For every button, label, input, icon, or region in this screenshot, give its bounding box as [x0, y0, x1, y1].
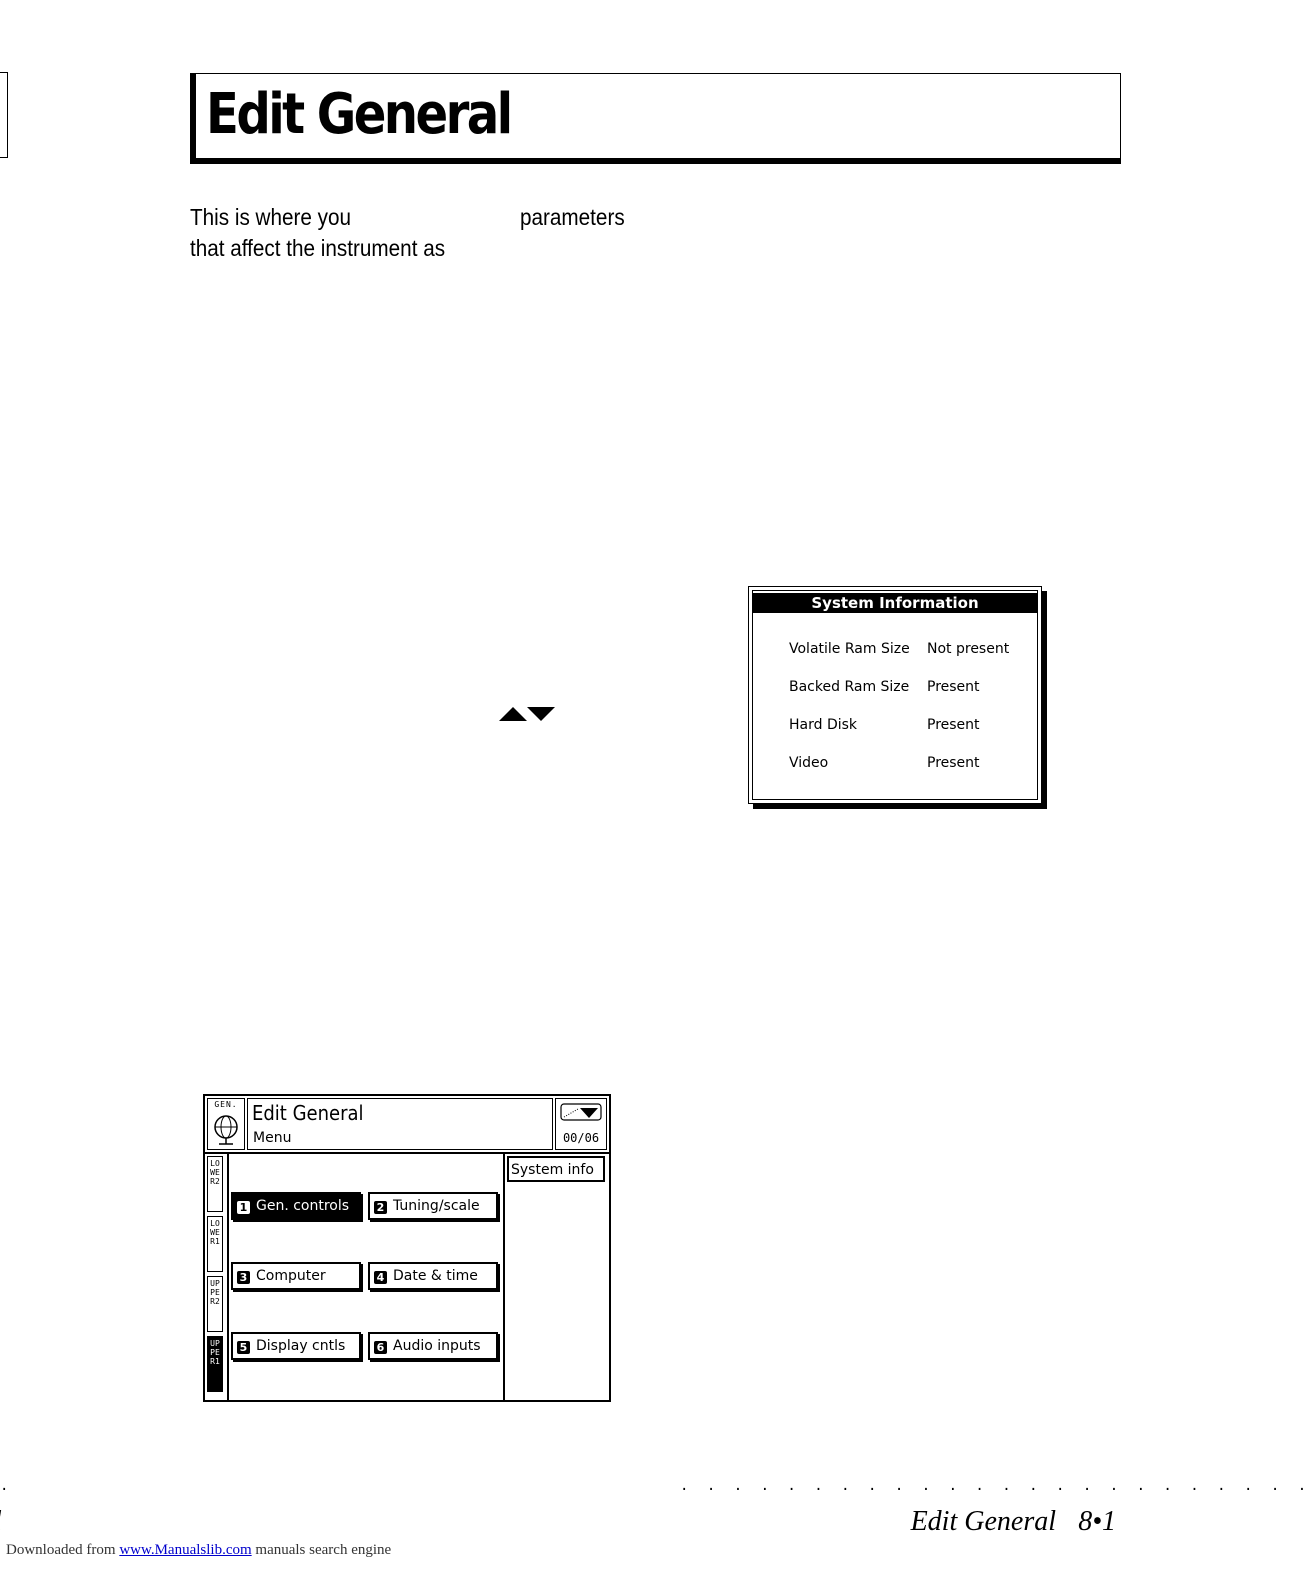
up-down-arrows-icon	[499, 705, 557, 723]
button-label: Audio inputs	[393, 1338, 481, 1354]
page-counter: 00/06	[562, 1131, 600, 1145]
lcd-side-panel	[503, 1154, 609, 1400]
part-tabs	[205, 1154, 229, 1400]
sysinfo-value: Present	[927, 755, 980, 771]
page-dropdown-icon[interactable]	[560, 1102, 602, 1122]
page-title: Edit General	[206, 82, 511, 147]
intro-line-1-start: This is where you	[190, 204, 352, 230]
download-notice	[6, 1542, 391, 1559]
sysinfo-value: Present	[927, 679, 980, 695]
intro-line-2: that affect the instrument as	[190, 235, 446, 261]
button-label: Tuning/scale	[393, 1198, 480, 1214]
lcd-title-box	[247, 1098, 553, 1150]
system-information-dialog	[748, 586, 1042, 804]
audio-inputs-button[interactable]	[368, 1332, 498, 1360]
button-label: Display cntls	[256, 1338, 346, 1354]
sysinfo-label: Hard Disk	[789, 717, 858, 733]
button-number: 4	[374, 1271, 387, 1284]
footer-chapter-title: Edit General	[910, 1506, 1056, 1537]
page-selector[interactable]	[555, 1098, 607, 1150]
sysinfo-row	[789, 717, 1019, 739]
page-edge-mark	[0, 72, 8, 158]
lcd-screen	[203, 1094, 611, 1402]
title-banner	[190, 73, 1121, 159]
lcd-title: Edit General	[252, 1101, 364, 1125]
tuning-scale-button[interactable]	[368, 1192, 498, 1220]
gen-badge	[207, 1098, 245, 1150]
button-number: 1	[237, 1201, 250, 1214]
button-number: 5	[237, 1341, 250, 1354]
sysinfo-row	[789, 679, 1019, 701]
tab-lower2[interactable]: LOWER2	[207, 1156, 223, 1212]
sysinfo-value: Not present	[927, 641, 1010, 657]
gen-controls-button[interactable]	[231, 1192, 361, 1220]
button-label: Computer	[256, 1268, 326, 1284]
footer-dots-left: .	[0, 1478, 14, 1494]
system-information-title: System Information	[753, 593, 1037, 613]
button-number: 3	[237, 1271, 250, 1284]
tab-upper1[interactable]: UPPER1	[207, 1336, 223, 1392]
globe-icon	[213, 1112, 239, 1146]
sysinfo-row	[789, 641, 1019, 663]
sysinfo-label: Volatile Ram Size	[789, 641, 910, 657]
computer-button[interactable]	[231, 1262, 361, 1290]
tab-upper2[interactable]: UPPER2	[207, 1276, 223, 1332]
button-label: Gen. controls	[256, 1198, 350, 1214]
download-suffix: manuals search engine	[255, 1542, 392, 1558]
footer-page-number: 8•1	[1078, 1506, 1116, 1537]
date-time-button[interactable]	[368, 1262, 498, 1290]
lcd-subtitle: Menu	[253, 1130, 292, 1146]
lcd-header	[205, 1096, 609, 1154]
button-number: 2	[374, 1201, 387, 1214]
sysinfo-row	[789, 755, 1019, 777]
sysinfo-label: Video	[789, 755, 829, 771]
manualslib-link[interactable]: www.Manualslib.com	[119, 1542, 252, 1558]
gen-badge-label: GEN.	[214, 1100, 238, 1109]
tab-lower1[interactable]: LOWER1	[207, 1216, 223, 1272]
download-prefix: Downloaded from	[6, 1542, 116, 1558]
button-label: Date & time	[393, 1268, 478, 1284]
sysinfo-value: Present	[927, 717, 980, 733]
system-info-button[interactable]: System info	[507, 1156, 605, 1182]
footer-dots-right: . . . . . . . . . . . . . . . . . . . . . . . .	[680, 1478, 1311, 1494]
sysinfo-label: Backed Ram Size	[789, 679, 910, 695]
footer-left-fragment	[0, 1506, 2, 1538]
button-number: 6	[374, 1341, 387, 1354]
intro-line-1-end: parameters	[520, 204, 625, 230]
display-cntls-button[interactable]	[231, 1332, 361, 1360]
